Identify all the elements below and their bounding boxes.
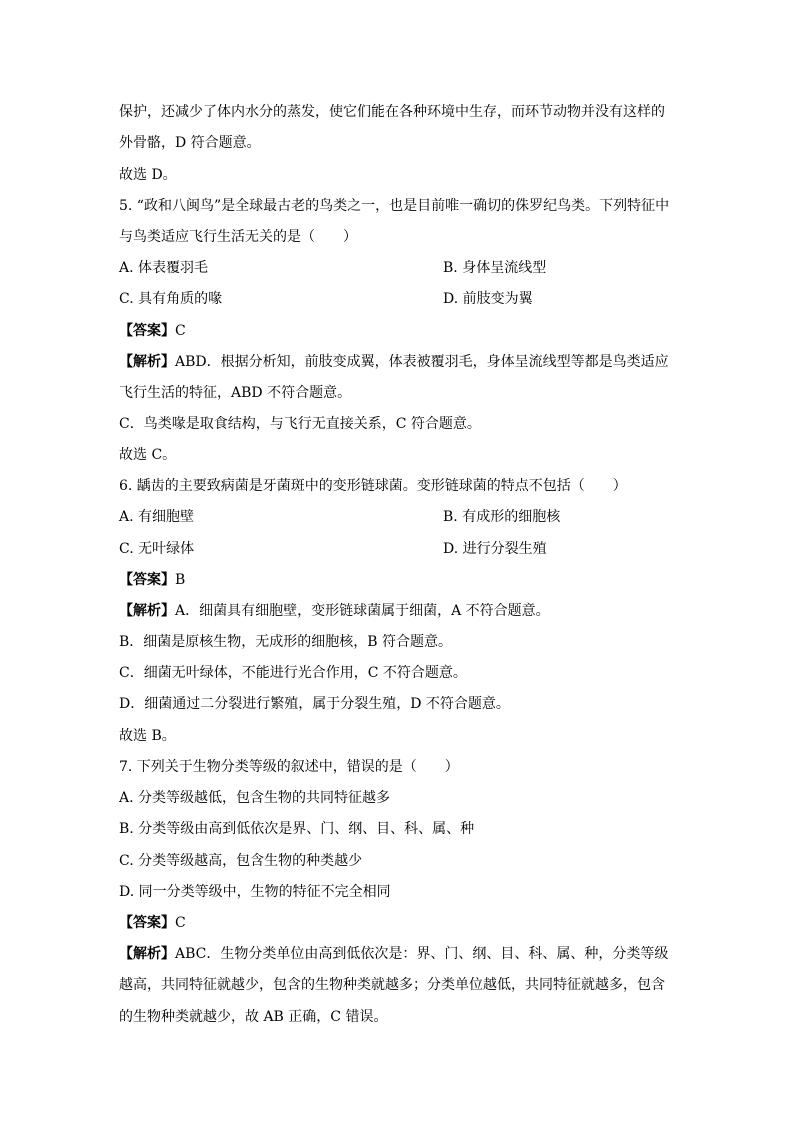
- q7-stem: 7. 下列关于生物分类等级的叙述中，错误的是（ ）: [119, 759, 459, 775]
- q7-analysis-line-3: 的生物种类就越少，故 AB 正确，C 错误。: [119, 1009, 388, 1025]
- q5-option-b: B. 身体呈流线型: [443, 260, 547, 276]
- q7-analysis-line-2: 越高，共同特征就越少，包含的生物种类就越多；分类单位越低，共同特征就越多，包含: [119, 977, 665, 993]
- continuation-conclusion: 故选 D。: [119, 167, 177, 183]
- q7-option-a: A. 分类等级越低，包含生物的共同特征越多: [119, 790, 391, 806]
- q6-analysis-line-4: D．细菌通过二分裂进行繁殖，属于分裂生殖，D 不符合题意。: [119, 696, 510, 712]
- q7-option-c: C. 分类等级越高，包含生物的种类越少: [119, 853, 363, 869]
- continuation-line-1: 保护，还减少了体内水分的蒸发，使它们能在各种环境中生存，而环节动物并没有这样的: [119, 104, 665, 120]
- q7-answer-tag: 【答案】: [119, 915, 175, 931]
- q5-option-a: A. 体表覆羽毛: [119, 260, 209, 276]
- q6-analysis-line-2: B．细菌是原核生物，无成形的细胞核，B 符合题意。: [119, 634, 453, 650]
- q6-option-c: C. 无叶绿体: [119, 541, 195, 557]
- q7-option-d: D. 同一分类等级中，生物的特征不完全相同: [119, 884, 391, 900]
- q5-stem-line-1: 5. “政和八闽鸟”是全球最古老的鸟类之一，也是目前唯一确切的侏罗纪鸟类。下列特征中: [119, 198, 670, 214]
- q6-answer-value: B: [175, 572, 186, 588]
- q5-analysis-line-1: [119, 352, 679, 372]
- q5-answer-tag: 【答案】: [119, 323, 175, 339]
- q6-answer: [119, 570, 679, 590]
- q6-analysis-line-3: C．细菌无叶绿体，不能进行光合作用，C 不符合题意。: [119, 665, 467, 681]
- q5-option-c: C. 具有角质的喙: [119, 291, 223, 307]
- q6-conclusion: 故选 B。: [119, 728, 176, 744]
- q5-stem-line-2: 与鸟类适应飞行生活无关的是（ ）: [119, 229, 357, 245]
- q5-analysis-line-3: C．鸟类喙是取食结构，与飞行无直接关系，C 符合题意。: [119, 416, 481, 432]
- q7-answer-value: C: [175, 915, 186, 931]
- q5-answer: [119, 321, 679, 341]
- q5-answer-value: C: [175, 323, 186, 339]
- q5-analysis-text-1: ABD．根据分析知，前肢变成翼，体表被覆羽毛，身体呈流线型等都是鸟类适应: [175, 354, 669, 370]
- q6-analysis-tag: 【解析】: [119, 603, 175, 619]
- continuation-line-2: 外骨骼，D 符合题意。: [119, 135, 261, 151]
- q6-option-b: B. 有成形的细胞核: [443, 509, 561, 525]
- q6-stem: 6. 龋齿的主要致病菌是牙菌斑中的变形链球菌。变形链球菌的特点不包括（ ）: [119, 478, 627, 494]
- q6-analysis-text-1: A．细菌具有细胞壁，变形链球菌属于细菌，A 不符合题意。: [175, 603, 550, 619]
- q7-analysis-tag: 【解析】: [119, 946, 175, 962]
- q5-analysis-line-2: 飞行生活的特征，ABD 不符合题意。: [119, 385, 352, 401]
- q7-answer: [119, 913, 679, 933]
- q5-option-d: D. 前肢变为翼: [443, 291, 533, 307]
- q5-conclusion: 故选 C。: [119, 447, 177, 463]
- q6-option-d: D. 进行分裂生殖: [443, 541, 547, 557]
- q6-answer-tag: 【答案】: [119, 572, 175, 588]
- q6-analysis-line-1: [119, 601, 679, 621]
- q7-analysis-text-1: ABC．生物分类单位由高到低依次是：界、门、纲、目、科、属、种，分类等级: [175, 946, 669, 962]
- q7-option-b: B. 分类等级由高到低依次是界、门、纲、目、科、属、种: [119, 821, 475, 837]
- q6-option-a: A. 有细胞壁: [119, 509, 195, 525]
- q7-analysis-line-1: [119, 944, 679, 964]
- q5-analysis-tag: 【解析】: [119, 354, 175, 370]
